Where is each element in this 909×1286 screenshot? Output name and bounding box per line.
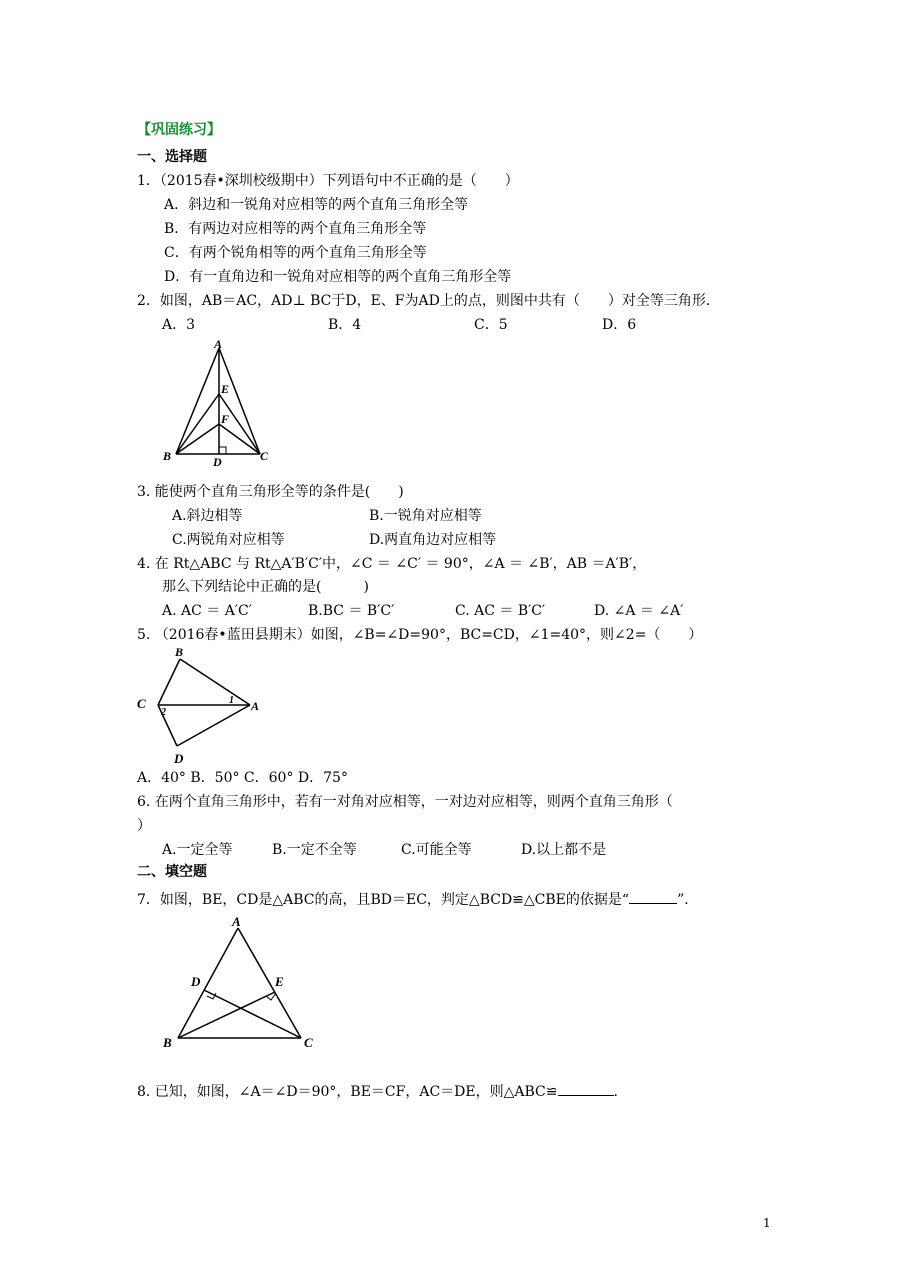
q1-option-b: B．有两边对应相等的两个直角三角形全等 (164, 221, 427, 237)
q6-option-b: B.一定不全等 (272, 842, 357, 858)
q5-label-c: C (137, 696, 146, 711)
q4-option-b: B.BC ＝ B′C′ (308, 603, 395, 619)
q5-label-2: 2 (161, 707, 166, 718)
q4-stem: 4. 在 Rt△ABC 与 Rt△A′B′C′中，∠C ＝ ∠C′ ＝ 90°，∠A ＝ ∠B′，AB ＝A′B′， (137, 556, 647, 572)
q5-label-1: 1 (229, 695, 234, 706)
q7-label-d: D (191, 974, 201, 989)
q2-label-f: F (221, 412, 230, 426)
q7-figure (158, 910, 328, 1055)
q1-option-d: D．有一直角边和一锐角对应相等的两个直角三角形全等 (164, 269, 512, 285)
q7-answer-blank[interactable] (629, 889, 677, 904)
q2-option-b: B．4 (328, 317, 362, 333)
q6-option-a: A.一定全等 (162, 842, 233, 858)
q5-label-d: D (174, 751, 184, 766)
q8-stem-pre: 8. 已知，如图，∠A＝∠D＝90°，BE＝CF，AC＝DE，则△ABC≌ (137, 1084, 558, 1100)
q4-option-c: C. AC ＝ B′C′ (455, 603, 546, 619)
q1-option-c: C．有两个锐角相等的两个直角三角形全等 (164, 245, 427, 261)
q6-option-d: D.以上都不是 (521, 842, 607, 858)
q7-label-e: E (275, 974, 284, 989)
q2-label-c: C (260, 449, 269, 463)
q2-label-d: D (213, 455, 222, 469)
q5-figure (132, 643, 268, 767)
section-title: 【巩固练习】 (137, 122, 221, 138)
q2-label-e: E (221, 382, 230, 396)
q3-stem: 3. 能使两个直角三角形全等的条件是( ) (137, 484, 404, 500)
q7-stem-pre: 7．如图，BE，CD是△ABC的高，且BD＝EC，判定△BCD≌△CBE的依据是“ (137, 892, 630, 908)
q5-options: A．40° B．50° C．60° D．75° (137, 770, 348, 786)
q4-option-a: A. AC ＝ A′C′ (162, 603, 252, 619)
q1-stem: 1．（2015春•深圳校级期中）下列语句中不正确的是（ ） (137, 173, 519, 189)
q1-option-a: A．斜边和一锐角对应相等的两个直角三角形全等 (164, 197, 469, 213)
q7-label-c: C (304, 1035, 313, 1050)
q2-option-c: C．5 (474, 317, 508, 333)
q3-option-a: A.斜边相等 (172, 508, 243, 524)
page-number: 1 (763, 1216, 771, 1230)
q8-stem (137, 1081, 618, 1101)
q3-option-d: D.两直角边对应相等 (369, 532, 497, 548)
q2-option-d: D．6 (602, 317, 637, 333)
q5-stem: 5. （2016春•蓝田县期末）如图，∠B=∠D=90°，BC=CD，∠1=40°，则∠2=（ ） (137, 627, 703, 643)
q6-stem: 6. 在两个直角三角形中，若有一对角对应相等，一对边对应相等，则两个直角三角形（ (137, 794, 673, 810)
q3-option-c: C.两锐角对应相等 (172, 532, 285, 548)
q2-figure (158, 336, 278, 470)
q7-stem-post: ”． (677, 892, 699, 908)
q2-label-b: B (163, 449, 172, 463)
q7-label-a: A (232, 914, 241, 929)
q6-option-c: C.可能全等 (401, 842, 472, 858)
q5-label-a: A (251, 699, 260, 713)
part1-title: 一、选择题 (137, 149, 207, 165)
part2-title: 二、填空题 (137, 864, 207, 880)
q2-label-a: A (214, 337, 223, 351)
q4-option-d: D. ∠A ＝ ∠A′ (594, 603, 684, 619)
q6-stem-2: ） (137, 818, 151, 834)
q8-answer-blank[interactable] (558, 1081, 614, 1096)
q3-option-b: B.一锐角对应相等 (369, 508, 482, 524)
q8-stem-post: . (613, 1084, 618, 1100)
q7-label-b: B (163, 1035, 172, 1050)
q5-label-b: B (175, 645, 184, 659)
q2-option-a: A．3 (162, 317, 196, 333)
q7-stem (137, 889, 698, 909)
q4-stem-2: 那么下列结论中正确的是( ) (162, 579, 369, 595)
q2-stem: 2．如图，AB＝AC，AD⊥ BC于D，E、F为AD上的点，则图中共有（ ）对全等三角形． (137, 293, 720, 309)
